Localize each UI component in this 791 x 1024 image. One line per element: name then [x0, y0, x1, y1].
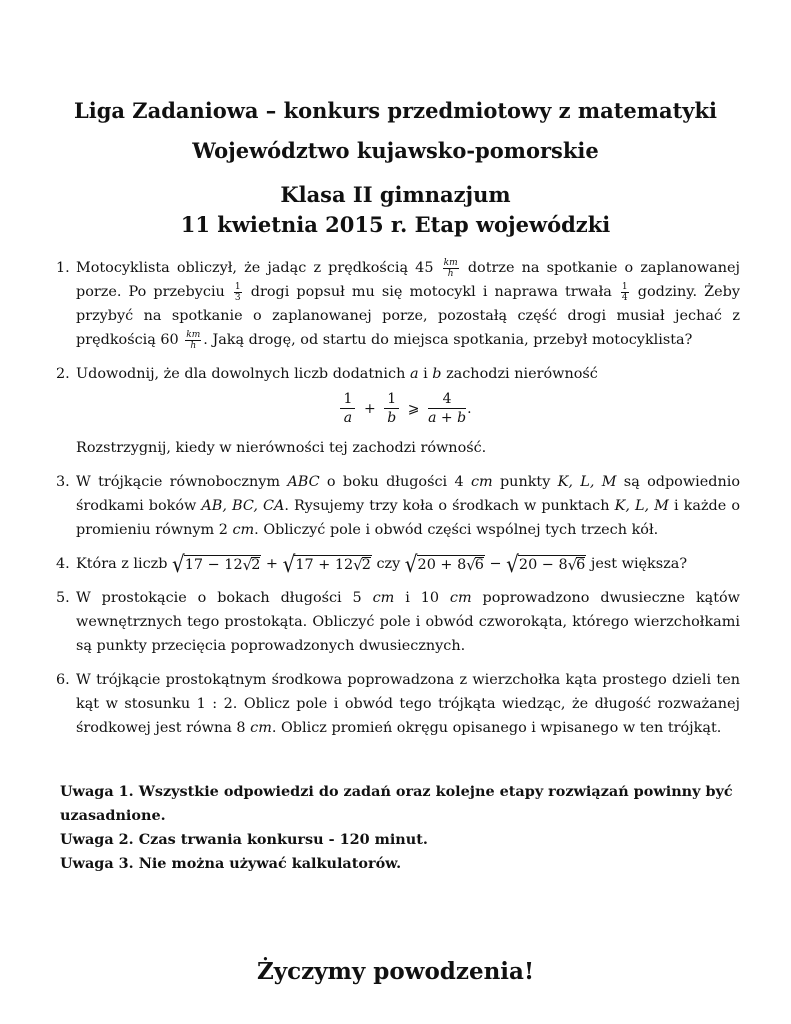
fraction-numerator: 1	[234, 281, 241, 292]
geq-operator: ⩾	[407, 400, 420, 417]
text-run: poprowadzono dwusieczne kątów wewnętrznych tego prostokąta. Obliczyć pole i obwód czworokąta, którego wierzchołkami są punkty przecięcia poprowadzonych dwusiecznych.	[76, 590, 741, 654]
text-run: Udowodnij, że dla dowolnych liczb dodatnich	[76, 366, 410, 382]
fraction-numerator: 4	[428, 390, 466, 409]
closing-wish: Życzymy powodzenia!	[256, 958, 535, 985]
problem-text-followup: Rozstrzygnij, kiedy w nierówności tej zachodzi równość.	[76, 440, 487, 456]
speed-unit-fraction	[443, 258, 459, 279]
contest-title: Liga Zadaniowa – konkurs przedmiotowy z matematyki	[73, 98, 718, 123]
problem-list	[50, 256, 740, 750]
problem-number: 2.	[56, 366, 70, 382]
variable: b	[432, 366, 442, 382]
radical-sign: √	[466, 555, 476, 574]
unit: cm	[372, 590, 395, 606]
class-title: Klasa II gimnazjum	[280, 182, 511, 207]
region-title: Województwo kujawsko-pomorskie	[192, 138, 599, 163]
problem-text	[76, 470, 740, 542]
problem-text	[76, 586, 740, 658]
fraction-one-over-a	[340, 390, 355, 427]
triangle-name: ABC	[287, 474, 320, 490]
sqrt-expression	[172, 552, 261, 576]
text-run: czy	[371, 556, 405, 572]
fraction-denominator: a	[343, 410, 353, 426]
radical-sign: √	[404, 550, 418, 578]
unit: cm	[232, 522, 255, 538]
text-run: W prostokącie o bokach długości 5	[76, 590, 373, 606]
inner-radicand: 2	[251, 557, 261, 573]
point-names: K, L, M	[614, 498, 669, 514]
period: .	[467, 400, 472, 417]
text-run: . Jaką drogę, od startu do miejsca spotkania, przebył motocyklista?	[203, 332, 693, 348]
fraction-denominator: h	[190, 340, 197, 351]
problem-2	[50, 362, 740, 460]
fraction-denominator: 3	[234, 292, 241, 303]
sqrt-expression	[283, 552, 372, 576]
text-run: . Obliczyć pole i obwód części wspólnej tych trzech kół.	[254, 522, 659, 538]
note-1: Uwaga 1. Wszystkie odpowiedzi do zadań oraz kolejne etapy rozwiązań powinny być uzasadnione.	[60, 783, 733, 824]
one-quarter-fraction	[621, 282, 629, 303]
variable: a	[409, 366, 419, 382]
problem-number: 6.	[56, 672, 70, 688]
text-run: . Oblicz promień okręgu opisanego i wpisanego w ten trójkąt.	[271, 720, 722, 736]
text-run: i 10	[394, 590, 450, 606]
text-run: jest większa?	[586, 556, 688, 572]
note-3: Uwaga 3. Nie można używać kalkulatorów.	[60, 855, 402, 872]
radical-sign: √	[242, 555, 253, 574]
text-run: Motocyklista obliczył, że jadąc z prędkością 45	[76, 260, 441, 276]
text-run: zachodzi nierówność	[441, 366, 598, 382]
fraction-denominator: h	[447, 268, 454, 279]
inequality-display	[76, 390, 740, 434]
problem-text	[76, 668, 740, 740]
radicand-text: 17 + 12	[295, 556, 354, 573]
text-run: Która z liczb	[76, 556, 173, 572]
radical-sign: √	[567, 555, 578, 574]
fraction-numerator: km	[443, 257, 458, 268]
text-run: W trójkącie prostokątnym środkowa poprowadzona z wierzchołka kąta prostego dzieli ten kąt w stosunku 1 : 2. Oblicz pole i obwód tego trójkąta wiedząc, że długość rozważanej środkowej jest równa 8	[76, 672, 740, 736]
problem-4	[50, 552, 740, 576]
date-stage-title: 11 kwietnia 2015 r. Etap wojewódzki	[180, 212, 611, 237]
plus-operator: +	[363, 400, 376, 417]
radicand	[184, 555, 262, 574]
problem-text	[76, 256, 740, 352]
fraction-denominator: b	[387, 410, 397, 426]
text-run: . Rysujemy trzy koła o środkach w punktach	[284, 498, 615, 514]
text-run: i każde o promieniu równym 2	[76, 498, 740, 538]
radical-sign: √	[506, 550, 519, 578]
plus-operator: +	[261, 556, 283, 572]
radical-sign: √	[353, 555, 363, 574]
fraction-denominator: a + b	[428, 410, 467, 426]
note-2: Uwaga 2. Czas trwania konkursu - 120 minut.	[60, 831, 428, 848]
inner-radicand: 6	[474, 557, 484, 573]
problem-5	[50, 586, 740, 658]
sqrt-expression	[405, 552, 485, 576]
unit: cm	[250, 720, 272, 736]
notes-section	[60, 780, 750, 876]
fraction-numerator: 1	[621, 281, 628, 292]
fraction-four-over-sum	[428, 390, 466, 427]
problem-number: 4.	[56, 556, 70, 572]
radicand-text: 20 + 8	[417, 556, 467, 573]
text-run: o boku długości 4	[319, 474, 471, 490]
minus-operator: −	[484, 556, 507, 572]
radicand-text: 20 − 8	[518, 556, 568, 573]
side-names: AB, BC, CA	[201, 498, 285, 514]
problem-number: 5.	[56, 590, 70, 606]
problem-number: 3.	[56, 474, 70, 490]
inner-radicand: 2	[361, 557, 371, 573]
problem-3	[50, 470, 740, 542]
text-run: i	[418, 366, 433, 382]
unit: cm	[449, 590, 472, 606]
inner-radicand: 6	[576, 557, 586, 573]
problem-number: 1.	[56, 260, 70, 276]
radical-sign: √	[282, 550, 296, 578]
fraction-one-over-b	[384, 390, 399, 427]
radicand	[518, 555, 586, 574]
one-third-fraction	[234, 282, 242, 303]
text-run: drogi popsuł mu się motocykl i naprawa trwała	[243, 284, 619, 300]
problem-6	[50, 668, 740, 740]
problem-text	[76, 362, 740, 386]
radicand	[417, 555, 485, 574]
text-run: dotrze na spotkanie o zaplanowanej porze. Po przebyciu	[76, 260, 740, 300]
text-run: punkty	[492, 474, 558, 490]
fraction-denominator: 4	[621, 292, 628, 303]
text-run: W trójkącie równobocznym	[76, 474, 288, 490]
fraction-numerator: km	[186, 329, 201, 340]
text-run: godziny. Żeby przybyć na spotkanie o zaplanowanej porze, pozostałą część drogi musiał jechać z prędkością 60	[76, 284, 741, 348]
radical-sign: √	[172, 550, 185, 578]
radicand	[294, 555, 372, 574]
speed-unit-fraction	[185, 330, 201, 351]
problem-1	[50, 256, 740, 352]
unit: cm	[470, 474, 493, 490]
fraction-numerator: 1	[340, 390, 355, 409]
text-run: są odpowiednio środkami boków	[76, 474, 741, 514]
point-names: K, L, M	[557, 474, 617, 490]
radicand-text: 17 − 12	[184, 556, 243, 573]
sqrt-expression	[506, 552, 586, 576]
fraction-numerator: 1	[384, 390, 399, 409]
problem-text	[76, 552, 740, 576]
